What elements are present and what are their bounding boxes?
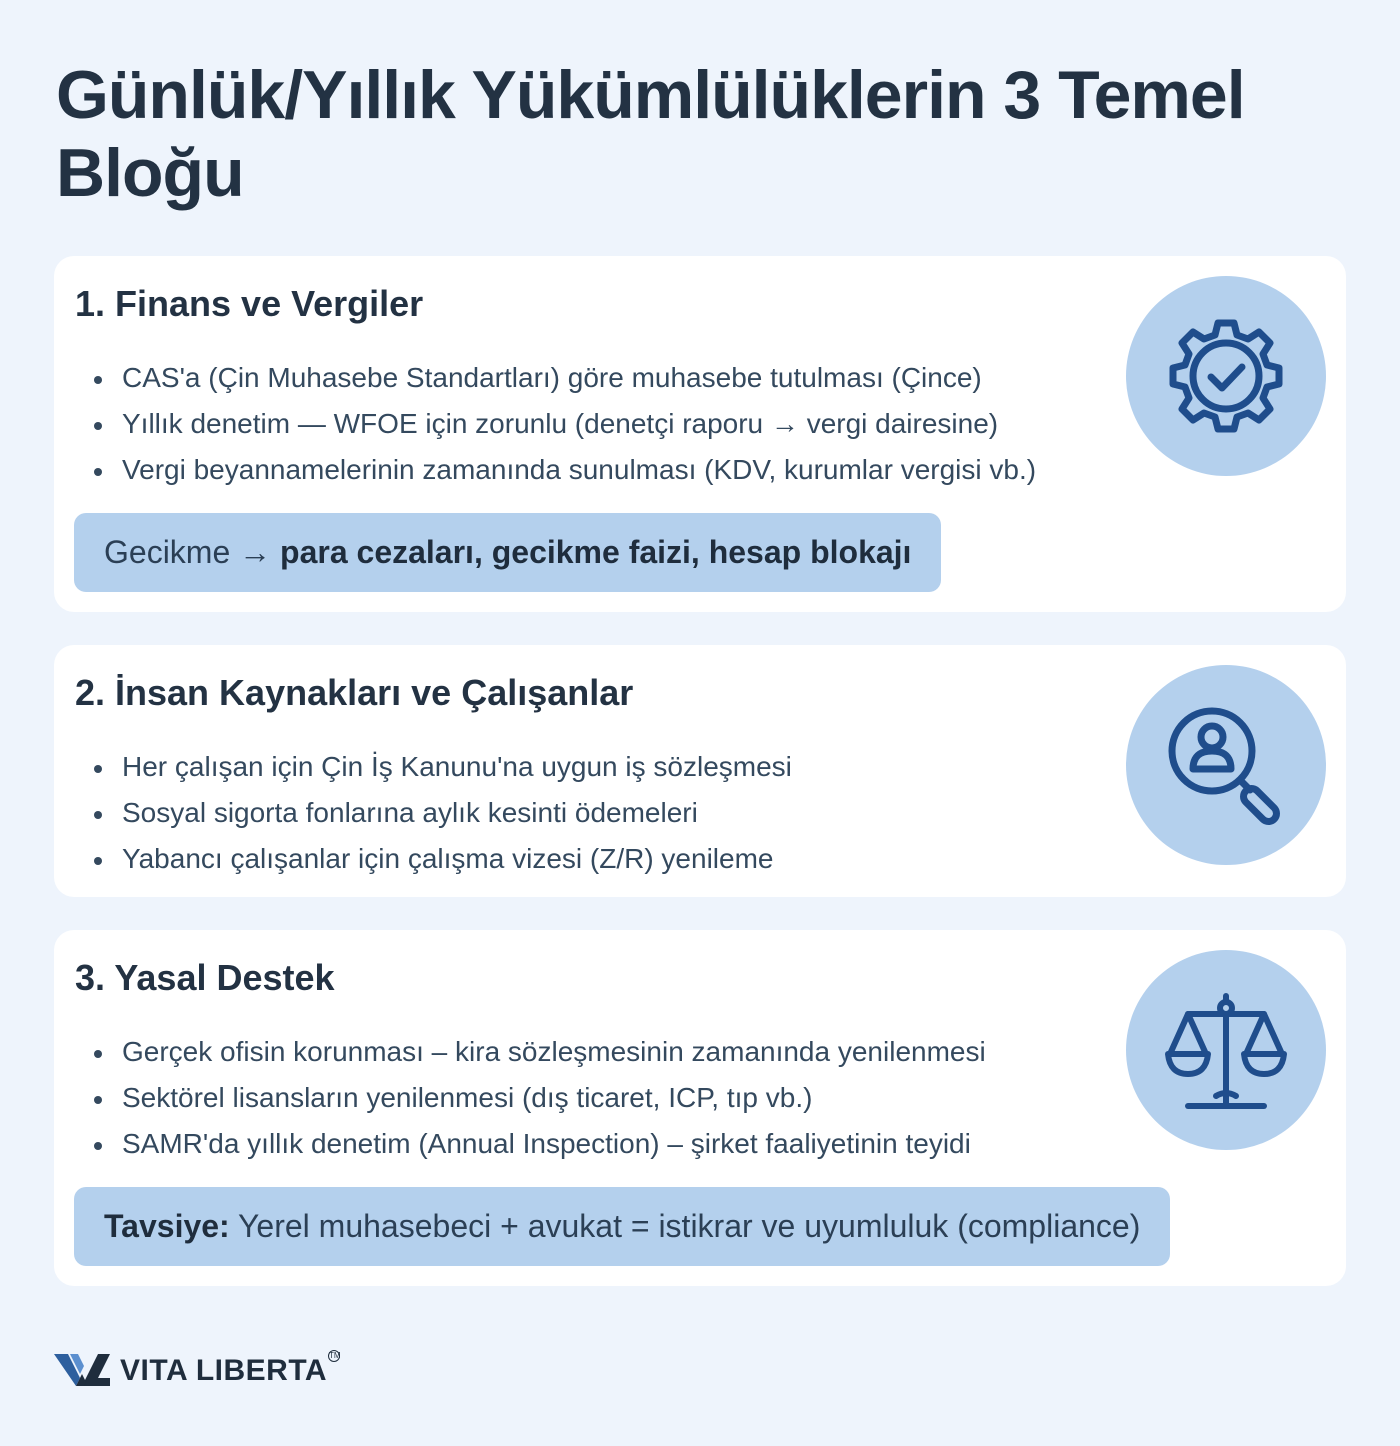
section-finance-taxes xyxy=(54,256,1346,612)
list-item: Vergi beyannamelerinin zamanında sunulması (KDV, kurumlar vergisi vb.) xyxy=(94,447,1036,493)
list-item: Sektörel lisansların yenilenmesi (dış ticaret, ICP, tıp vb.) xyxy=(94,1075,986,1121)
callout-suffix: Yerel muhasebeci + avukat = istikrar ve uyumluluk (compliance) xyxy=(229,1208,1141,1244)
callout-prefix: Gecikme → xyxy=(104,534,281,570)
bullet-list xyxy=(94,1029,986,1167)
list-item: Yabancı çalışanlar için çalışma vizesi (Z/R) yenileme xyxy=(94,836,792,882)
list-item: SAMR'da yıllık denetim (Annual Inspection) – şirket faaliyetinin teyidi xyxy=(94,1121,986,1167)
section-hr-employees xyxy=(54,645,1346,897)
advice-callout xyxy=(74,1187,1170,1266)
person-search-icon xyxy=(1126,665,1326,865)
gear-check-icon xyxy=(1126,276,1326,476)
section-heading: 3. Yasal Destek xyxy=(75,957,335,998)
list-item: Gerçek ofisin korunması – kira sözleşmesinin zamanında yenilenmesi xyxy=(94,1029,986,1075)
brand-name: VITA LIBERTA xyxy=(120,1354,328,1387)
bullet-list xyxy=(94,355,1036,493)
brand-logo xyxy=(54,1348,341,1392)
section-heading: 2. İnsan Kaynakları ve Çalışanlar xyxy=(75,672,634,713)
list-item: Sosyal sigorta fonlarına aylık kesinti ödemeleri xyxy=(94,790,792,836)
list-item: Her çalışan için Çin İş Kanunu'na uygun iş sözleşmesi xyxy=(94,744,792,790)
vita-liberta-logo-icon xyxy=(54,1348,110,1392)
delay-warning-callout xyxy=(74,513,941,592)
bullet-list xyxy=(94,744,792,882)
trademark-mark: TM xyxy=(329,1351,341,1360)
list-item: Yıllık denetim — WFOE için zorunlu (denetçi raporu → vergi dairesine) xyxy=(94,401,1036,447)
list-item: CAS'a (Çin Muhasebe Standartları) göre muhasebe tutulması (Çince) xyxy=(94,355,1036,401)
callout-bold-text: Tavsiye: xyxy=(104,1208,230,1244)
section-legal-support xyxy=(54,930,1346,1286)
section-heading: 1. Finans ve Vergiler xyxy=(75,283,424,324)
page-title: Günlük/Yıllık Yükümlülüklerin 3 Temel Bloğu xyxy=(56,57,1245,211)
scales-icon xyxy=(1126,950,1326,1150)
callout-bold-text: para cezaları, gecikme faizi, hesap blokajı xyxy=(280,534,912,570)
